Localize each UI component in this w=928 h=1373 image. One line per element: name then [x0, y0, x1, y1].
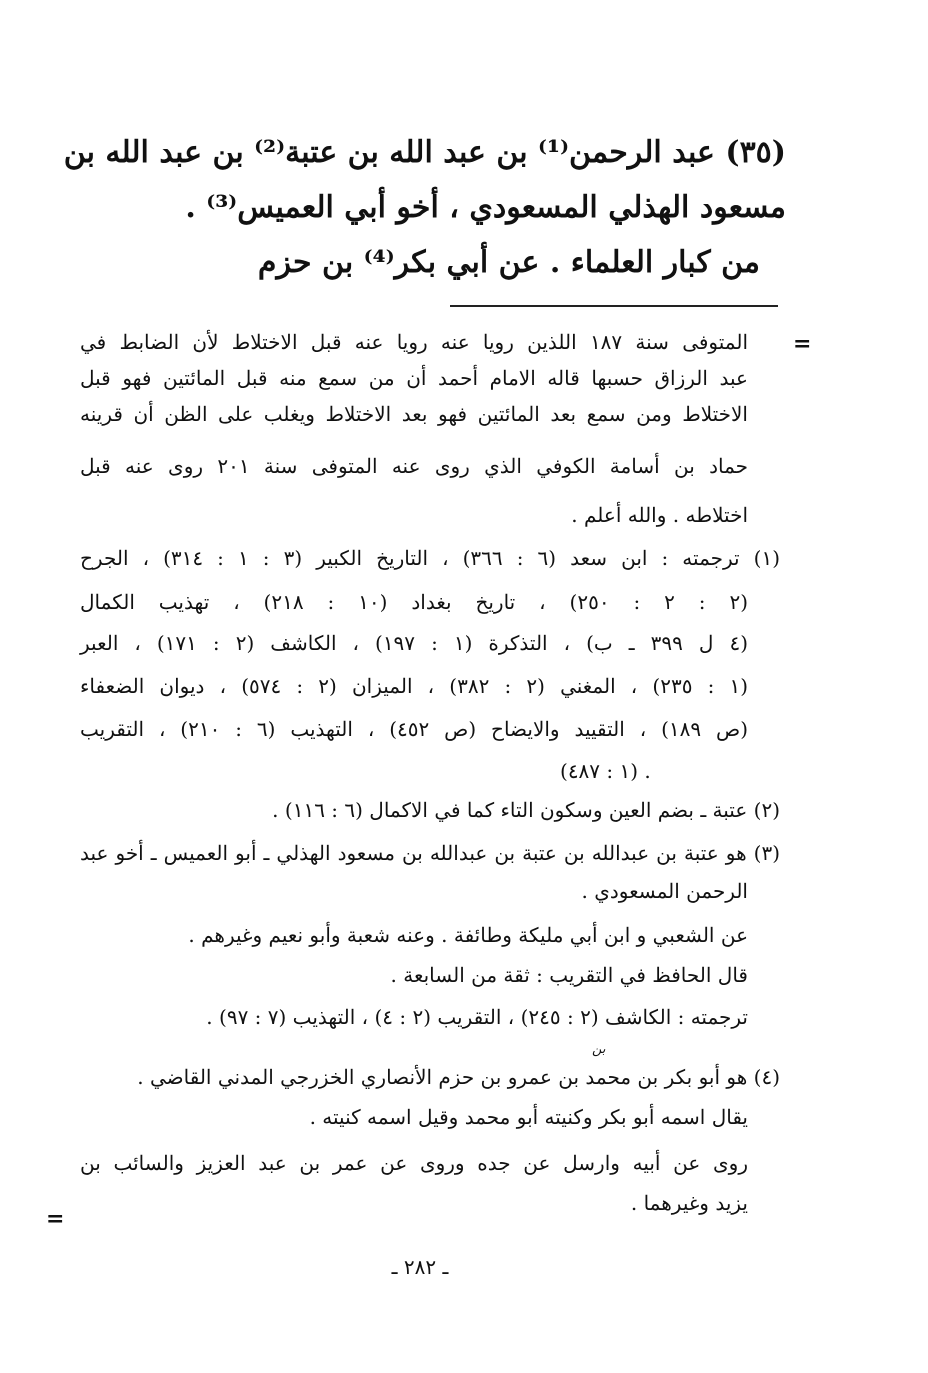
footnote-1-line-3: (٤ ل ٣٩٩ ـ ب) ، التذكرة (١ : ١٩٧) ، الكاشف (٢ : ١٧١) ، العبر — [80, 631, 749, 655]
footnote-line-1: المتوفى سنة ١٨٧ اللذين رويا عنه رويا عنه قبل الاختلاط لأن الضابط في — [80, 330, 749, 354]
footnote-3-line-4: قال الحافظ في التقريب : ثقة من السابعة . — [390, 963, 748, 987]
footnote-1-line-5: (ص ١٨٩) ، التقييد والايضاح (ص ٤٥٢) ، التهذيب (٦ : ٢١٠) ، التقريب — [80, 717, 749, 741]
footnote-separator — [450, 305, 778, 307]
footnote-1-line-6: (١ : ٤٨٧) . — [560, 759, 651, 783]
handwritten-insert: بن — [592, 1042, 606, 1057]
footnote-1-line-2: (٢ : ٢ : ٢٥٠) ، تاريخ بغداد (١٠ : ٢١٨) ، تهذيب الكمال — [80, 590, 749, 614]
footnote-3-line-5: ترجمته : الكاشف (٢ : ٢٤٥) ، التقريب (٢ : ٤) ، التهذيب (٧ : ٩٧) . — [206, 1005, 748, 1029]
continuation-mark-top: = — [793, 331, 812, 357]
footnote-4-line-4: يزيد وغيرهما . — [630, 1191, 748, 1215]
footnote-line-4: حماد بن أسامة الكوفي الذي روى عنه المتوفى سنة ٢٠١ روى عنه قبل — [80, 454, 748, 478]
footnote-3-line-2: الرحمن المسعودي . — [581, 879, 748, 903]
entry-line-3: من كبار العلماء . عن أبي بكر⁽⁴⁾ بن حزم — [257, 245, 760, 280]
continuation-mark-bottom: = — [46, 1206, 65, 1232]
footnote-line-2: عبد الرزاق حسبها قاله الامام أحمد أن من سمع منه قبل المائتين فهو قبل — [80, 366, 748, 390]
footnote-1-line-4: (١ : ٢٣٥) ، المغني (٢ : ٣٨٢) ، الميزان (٢ : ٥٧٤) ، ديوان الضعفاء — [80, 674, 749, 698]
footnote-3-line-3: عن الشعبي و ابن أبي مليكة وطائفة . وعنه شعبة وأبو نعيم وغيرهم . — [188, 923, 748, 947]
footnote-4-line-3: روى عن أبيه وارسل عن جده وروى عن عمر بن عبد العزيز والسائب بن — [80, 1151, 748, 1175]
footnote-line-3: الاختلاط ومن سمع بعد المائتين فهو بعد الاختلاط ويغلب على الظن أن قرينه — [80, 402, 748, 426]
footnote-4-line-1: (٤) هو أبو بكر بن محمد بن عمرو بن حزم الأنصاري الخزرجي المدني القاضي . — [137, 1065, 780, 1089]
footnote-3-line-1: (٣) هو عتبة بن عبدالله بن عتبة بن عبدالله بن مسعود الهذلي ـ أبو العميس ـ أخو عبد — [80, 841, 780, 865]
footnote-line-5: اختلاطه . والله أعلم . — [571, 503, 748, 527]
footnote-4-line-2: يقال اسمه أبو بكر وكنيته أبو محمد وقيل اسمه كنيته . — [309, 1105, 748, 1129]
footnote-1-line-1: (١) ترجمته : ابن سعد (٦ : ٣٦٦) ، التاريخ الكبير (٣ : ١ : ٣١٤) ، الجرح — [80, 546, 781, 570]
page-number: ـ ٢٨٢ ـ — [391, 1255, 449, 1279]
entry-line-1: (٣٥) عبد الرحمن⁽¹⁾ بن عبد الله بن عتبة⁽²⁾ بن عبد الله بن — [63, 135, 786, 170]
footnote-2: (٢) عتبة ـ بضم العين وسكون التاء كما في الاكمال (٦ : ١١٦) . — [272, 798, 780, 822]
entry-line-2: مسعود الهذلي المسعودي ، أخو أبي العميس⁽³⁾ . — [185, 190, 786, 225]
